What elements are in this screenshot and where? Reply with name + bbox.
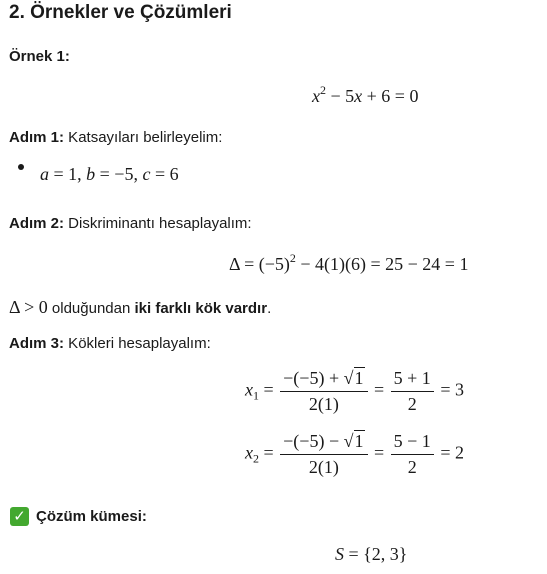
x2-fraction: $\frac{-(-5) - √1}{2(1)}$ xyxy=(280,431,367,478)
example-title: Örnek 1: xyxy=(9,48,70,65)
root-x2-formula: $x_2$ = $\frac{-(-5) - √1}{2(1)}$ = $\frac{5 - 1}{2}$ = 2 xyxy=(245,431,464,477)
step2-line xyxy=(9,215,252,232)
discriminant-conclusion: Δ > 0 olduğundan iki farklı kök vardır. xyxy=(9,297,272,317)
root-x1-formula: $x_1$ = $\frac{-(-5) + √1}{2(1)}$ = $\frac{5 + 1}{2}$ = 3 xyxy=(245,368,464,414)
x1-fraction: $\frac{-(-5) + √1}{2(1)}$ xyxy=(280,368,367,415)
step2-text: Diskriminantı hesaplayalım: xyxy=(64,215,252,232)
delta-condition: Δ > 0 xyxy=(9,297,48,317)
x2-simplified-fraction: $\frac{5 - 1}{2}$ xyxy=(391,431,434,478)
step2-label: Adım 2: xyxy=(9,215,65,232)
check-mark-icon: ✓ xyxy=(10,507,29,526)
step1-label: Adım 1: xyxy=(9,129,65,146)
coefficients: a = 1, b = −5, c = 6 xyxy=(40,164,179,184)
step3-text: Kökleri hesaplayalım: xyxy=(64,335,211,352)
bullet-icon xyxy=(18,164,24,170)
step1-line xyxy=(9,129,222,146)
step3-label: Adım 3: xyxy=(9,335,65,352)
solution-label: Çözüm kümesi: xyxy=(36,508,147,525)
discriminant-equation: $\Delta = (-5)^2 - 4(1)(6) = 25 - 24 = 1$ xyxy=(229,251,469,274)
section-heading: 2. Örnekler ve Çözümleri xyxy=(9,2,232,23)
step3-line xyxy=(9,335,211,352)
x1-simplified-fraction: $\frac{5 + 1}{2}$ xyxy=(391,368,434,415)
solution-set: S = {2, 3} xyxy=(335,544,408,564)
step1-text: Katsayıları belirleyelim: xyxy=(64,129,223,146)
quadratic-equation: $x^2 - 5x + 6 = 0$ xyxy=(312,83,419,106)
